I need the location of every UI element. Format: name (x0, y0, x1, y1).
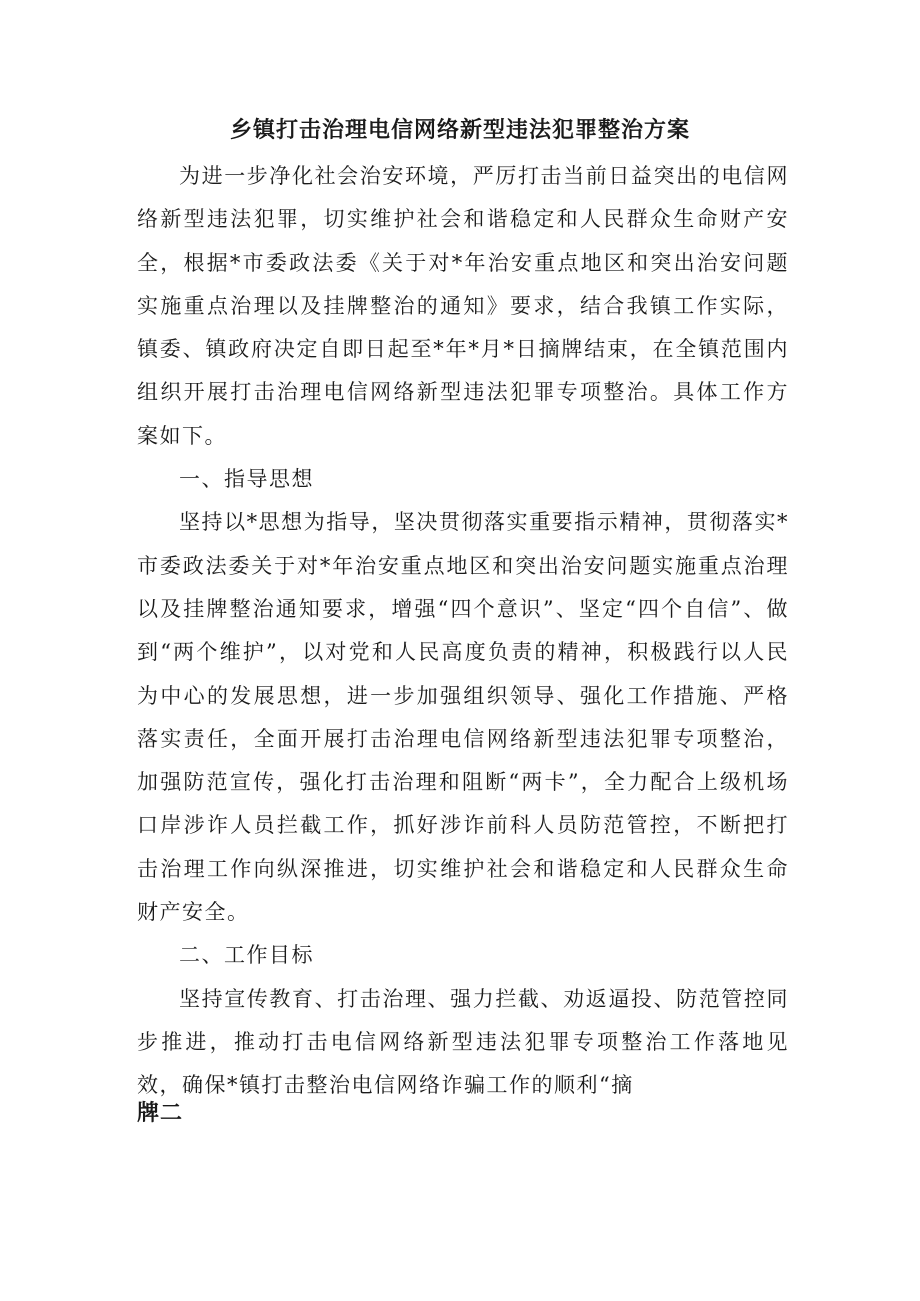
section-heading-guiding-ideology: 一、指导思想 (179, 467, 314, 492)
paragraph-intro: 为进一步净化社会治安环境，严厉打击当前日益突出的电信网络新型违法犯罪，切实维护社会和谐稳定和人民群众生命财产安全，根据*市委政法委《关于对*年治安重点地区和突出治安问题实施重点治理以及挂牌整治的通知》要求，结合我镇工作实际，镇委、镇政府决定自即日起至*年*月*日摘牌结束，在全镇范围内组织开展打击治理电信网络新型违法犯罪专项整治。具体工作方案如下。 (137, 164, 789, 448)
document-body (137, 155, 789, 1108)
document-title: 乡镇打击治理电信网络新型违法犯罪整治方案 (229, 117, 690, 143)
paragraph-work-goals: 坚持宣传教育、打击治理、强力拦截、劝返逼投、防范管控同步推进，推动打击电信网络新型违法犯罪专项整治工作落地见效，确保*镇打击整治电信网络诈骗工作的顺利“摘 (137, 986, 789, 1098)
section-heading-work-goals: 二、工作目标 (179, 943, 314, 968)
page-tail-fragment: 牌二 (137, 1100, 184, 1126)
paragraph-guiding-ideology: 坚持以*思想为指导，坚决贯彻落实重要指示精神，贯彻落实*市委政法委关于对*年治安重点地区和突出治安问题实施重点治理以及挂牌整治通知要求，增强“四个意识”、坚定“四个自信”、做到“两个维护”，以对党和人民高度负责的精神，积极践行以人民为中心的发展思想，进一步加强组织领导、强化工作措施、严格落实责任，全面开展打击治理电信网络新型违法犯罪专项整治，加强防范宣传，强化打击治理和阻断“两卡”，全力配合上级机场口岸涉诈人员拦截工作，抓好涉诈前科人员防范管控，不断把打击治理工作向纵深推进，切实维护社会和谐稳定和人民群众生命财产安全。 (137, 510, 789, 925)
